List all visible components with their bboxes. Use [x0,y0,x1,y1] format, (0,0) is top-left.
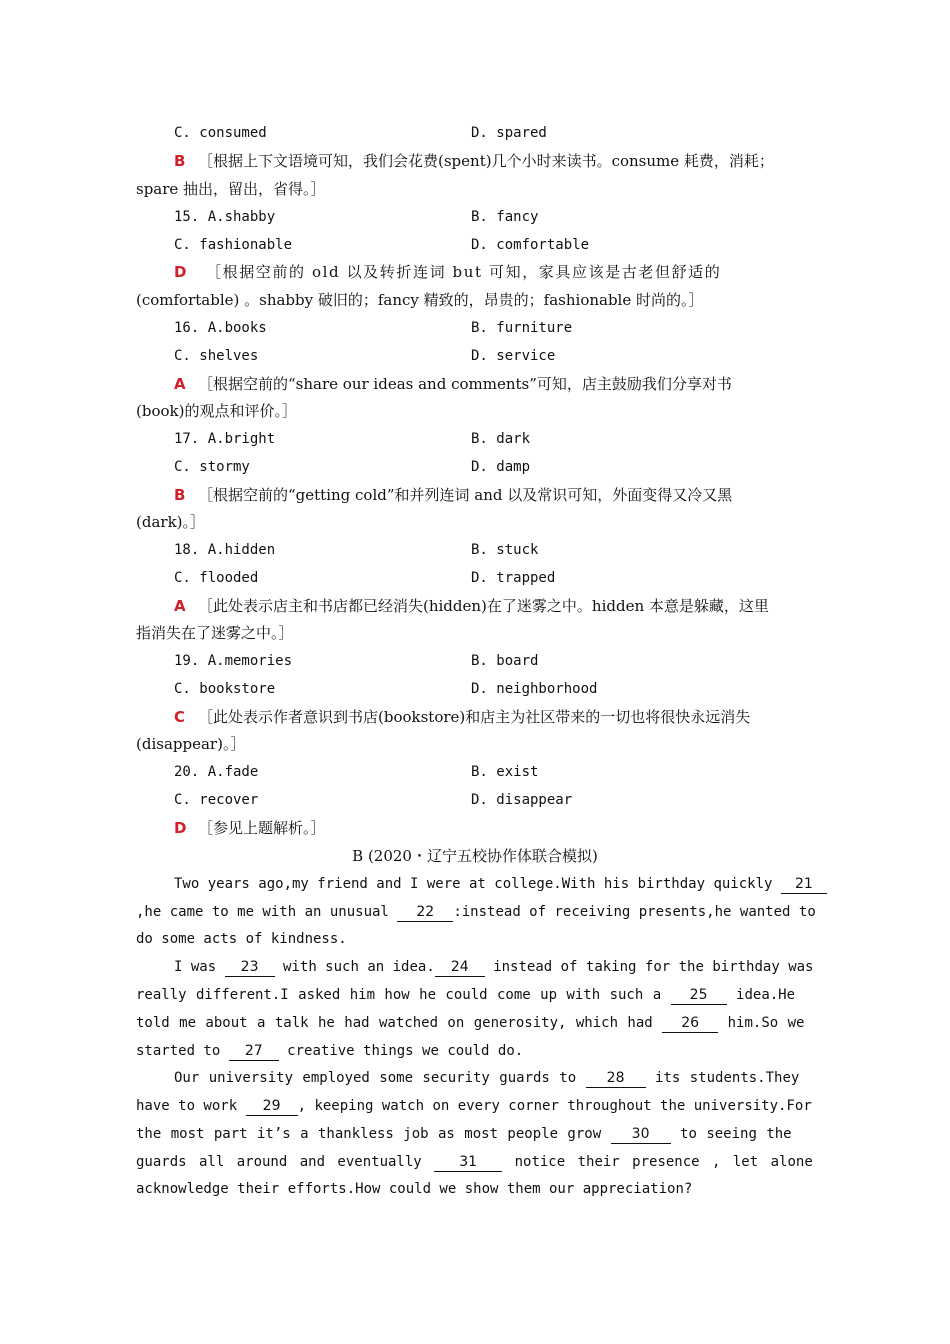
q16-explanation-line2: (book)的观点和评价。］ [136,402,297,420]
q18-option-a: 18. A.hidden [174,542,276,558]
q17-explanation-line2: (dark)。］ [136,513,206,531]
q17-explanation-line1: ［根据空前的“getting cold”和并列连词 and 以及常识可知，外面变得又冷又黑 [198,486,733,504]
q14-explanation-line2: spare 抽出，留出，省得。］ [136,180,326,198]
passage-text: notice their presence , let alone [514,1154,813,1170]
q14-option-d: D. spared [471,125,547,141]
q15-option-a: 15. A.shabby [174,209,276,225]
blank-21[interactable]: 21 [781,876,827,894]
q20-explanation-line1: ［参见上题解析。］ [198,819,326,837]
q16-answer-letter: A [174,375,186,393]
passage-text: :instead of receiving presents,he wanted to [453,904,816,920]
q14-options-cd [0,123,950,151]
section-b-title: B (2020・辽宁五校协作体联合模拟) [352,847,598,865]
q18-options-ab [0,540,950,568]
passage-text: do some acts of kindness. [136,931,347,947]
blank-27[interactable]: 27 [229,1043,279,1061]
passage-text: with such an idea. [283,959,435,975]
blank-23[interactable]: 23 [225,959,275,977]
q18-option-d: D. trapped [471,570,556,586]
q20-option-a: 20. A.fade [174,764,259,780]
q20-option-d: D. disappear [471,792,573,808]
passage-text: its students.They [655,1070,800,1086]
q16-options-ab [0,318,950,346]
q17-option-c: C. stormy [174,459,250,475]
passage-line [136,1096,812,1116]
q16-explanation-line1: ［根据空前的“share our ideas and comments”可知，店主鼓励我们分享对书 [198,375,732,393]
q15-options-ab [0,207,950,235]
passage-line [174,1068,799,1088]
passage-text: him.So we [727,1015,805,1031]
q19-option-d: D. neighborhood [471,681,598,697]
passage-line [136,1013,804,1033]
q20-option-b: B. exist [471,764,539,780]
passage-text: have to work [136,1098,238,1114]
blank-24[interactable]: 24 [435,959,485,977]
blank-29[interactable]: 29 [246,1098,298,1116]
q15-explanation-line2: (comfortable) 。shabby 破旧的；fancy 精致的，昂贵的；fashionable 时尚的。］ [136,291,704,309]
q18-answer-letter: A [174,597,186,615]
q16-option-b: B. furniture [471,320,573,336]
passage-text: acknowledge their efforts.How could we show them our appreciation? [136,1181,693,1197]
q19-option-b: B. board [471,653,539,669]
blank-28[interactable]: 28 [586,1070,646,1088]
blank-22[interactable]: 22 [397,904,453,922]
blank-30[interactable]: 30 [611,1126,671,1144]
passage-text: idea.He [736,987,796,1003]
q20-answer-letter: D [174,819,187,837]
q18-option-c: C. flooded [174,570,259,586]
q20-option-c: C. recover [174,792,259,808]
q16-option-c: C. shelves [174,348,259,364]
passage-text: the most part it’s a thankless job as most people grow [136,1126,602,1142]
q15-answer-letter: D [174,263,187,281]
passage-line [174,957,813,977]
passage-line [136,1179,692,1199]
q19-option-c: C. bookstore [174,681,276,697]
q17-option-d: D. damp [471,459,531,475]
passage-text: ,he came to me with an unusual [136,904,389,920]
passage-text: creative things we could do. [287,1043,524,1059]
passage-line [136,902,816,922]
passage-line [136,985,795,1005]
passage-text: Our university employed some security guards to [174,1070,577,1086]
passage-text: Two years ago,my friend and I were at college.With his birthday quickly [174,876,773,892]
q17-option-a: 17. A.bright [174,431,276,447]
q19-option-a: 19. A.memories [174,653,293,669]
blank-31[interactable]: 31 [434,1154,502,1172]
q18-explanation-line2: 指消失在了迷雾之中。］ [136,624,294,642]
q19-options-ab [0,651,950,679]
q18-explanation-line1: ［此处表示店主和书店都已经消失(hidden)在了迷雾之中。hidden 本意是躲藏，这里 [198,597,769,615]
q15-options-cd [0,235,950,263]
passage-line [136,1041,523,1061]
q19-answer-letter: C [174,708,186,726]
q14-answer-letter: B [174,152,186,170]
passage-line [136,1152,813,1172]
q15-option-d: D. comfortable [471,237,590,253]
q15-option-b: B. fancy [471,209,539,225]
q19-explanation-line2: (disappear)。］ [136,735,246,753]
q17-options-cd [0,457,950,485]
q18-option-b: B. stuck [471,542,539,558]
q19-explanation-line1: ［此处表示作者意识到书店(bookstore)和店主为社区带来的一切也将很快永远消失 [198,708,751,726]
q15-explanation-line1: ［根据空前的 old 以及转折连词 but 可知，家具应该是古老但舒适的 [206,263,722,281]
passage-text: told me about a talk he had watched on generosity, which had [136,1015,653,1031]
blank-25[interactable]: 25 [671,987,727,1005]
passage-text: instead of taking for the birthday was [493,959,814,975]
q17-options-ab [0,429,950,457]
passage-text: I was [174,959,217,975]
passage-text: to seeing the [680,1126,792,1142]
q20-options-ab [0,762,950,790]
q15-option-c: C. fashionable [174,237,293,253]
q16-option-a: 16. A.books [174,320,267,336]
passage-text: really different.I asked him how he could come up with such a [136,987,662,1003]
passage-line [136,929,347,949]
q17-option-b: B. dark [471,431,531,447]
passage-text: started to [136,1043,221,1059]
q14-explanation-line1: ［根据上下文语境可知，我们会花费(spent)几个小时来读书。consume 耗费，消耗； [198,152,774,170]
q16-option-d: D. service [471,348,556,364]
blank-26[interactable]: 26 [662,1015,718,1033]
q18-options-cd [0,568,950,596]
passage-text: guards all around and eventually [136,1154,422,1170]
passage-text: , keeping watch on every corner throughout the university.For [297,1098,812,1114]
q16-options-cd [0,346,950,374]
q19-options-cd [0,679,950,707]
passage-line [136,1124,792,1144]
passage-line [174,874,827,894]
q20-options-cd [0,790,950,818]
q14-option-c: C. consumed [174,125,267,141]
q17-answer-letter: B [174,486,186,504]
